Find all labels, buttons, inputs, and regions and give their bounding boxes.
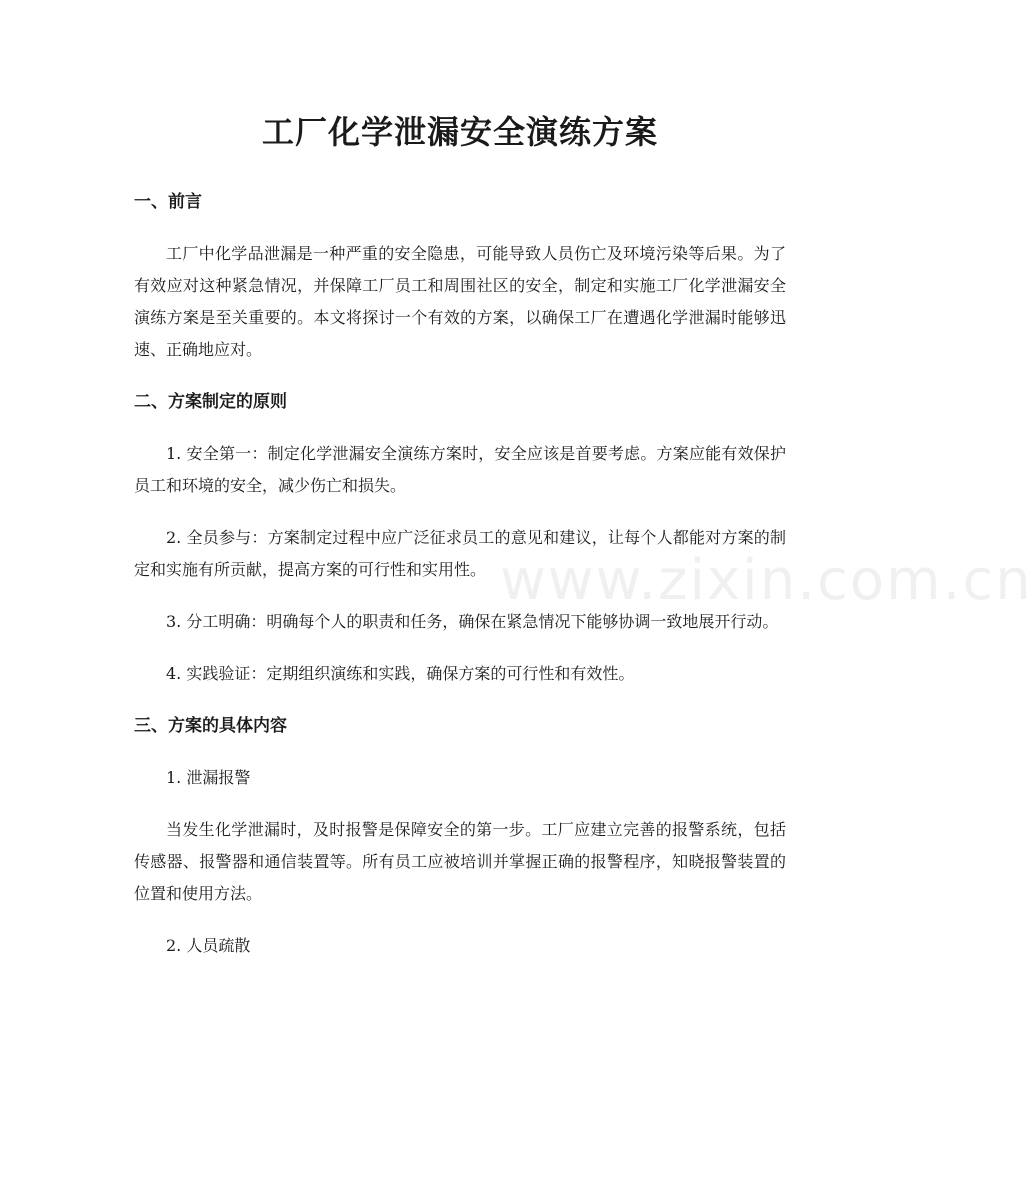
document-title: 工厂化学泄漏安全演练方案 (261, 113, 658, 151)
subheading: 1. 泄漏报警 (166, 768, 251, 787)
paragraph: 当发生化学泄漏时，及时报警是保障安全的第一步。工厂应建立完善的报警系统，包括传感器、报警器和通信装置等。所有员工应被培训并掌握正确的报警程序，知晓报警装置的位置和使用方法。 (134, 820, 786, 903)
section-principles (134, 386, 786, 690)
paragraph: 工厂中化学品泄漏是一种严重的安全隐患，可能导致人员伤亡及环境污染等后果。为了有效应对这种紧急情况，并保障工厂员工和周围社区的安全，制定和实施工厂化学泄漏安全演练方案是至关重要的。本文将探讨一个有效的方案，以确保工厂在遭遇化学泄漏时能够迅速、正确地应对。 (134, 244, 786, 359)
watermark: www.zixin.com.cn (500, 548, 1033, 613)
paragraph: 2. 全员参与：方案制定过程中应广泛征求员工的意见和建议，让每个人都能对方案的制定和实施有所贡献，提高方案的可行性和实用性。 (134, 528, 786, 579)
section-preface (134, 186, 786, 366)
paragraph: 3. 分工明确：明确每个人的职责和任务，确保在紧急情况下能够协调一致地展开行动。 (166, 612, 779, 631)
paragraph: 4. 实践验证：定期组织演练和实践，确保方案的可行性和有效性。 (166, 664, 635, 683)
section-contents (134, 710, 786, 962)
document-body (134, 186, 786, 982)
paragraph: 1. 安全第一：制定化学泄漏安全演练方案时，安全应该是首要考虑。方案应能有效保护员工和环境的安全，减少伤亡和损失。 (134, 444, 786, 495)
section-heading: 三、方案的具体内容 (134, 716, 287, 736)
section-heading: 二、方案制定的原则 (134, 392, 287, 412)
subheading: 2. 人员疏散 (166, 936, 251, 955)
section-heading: 一、前言 (134, 192, 202, 212)
